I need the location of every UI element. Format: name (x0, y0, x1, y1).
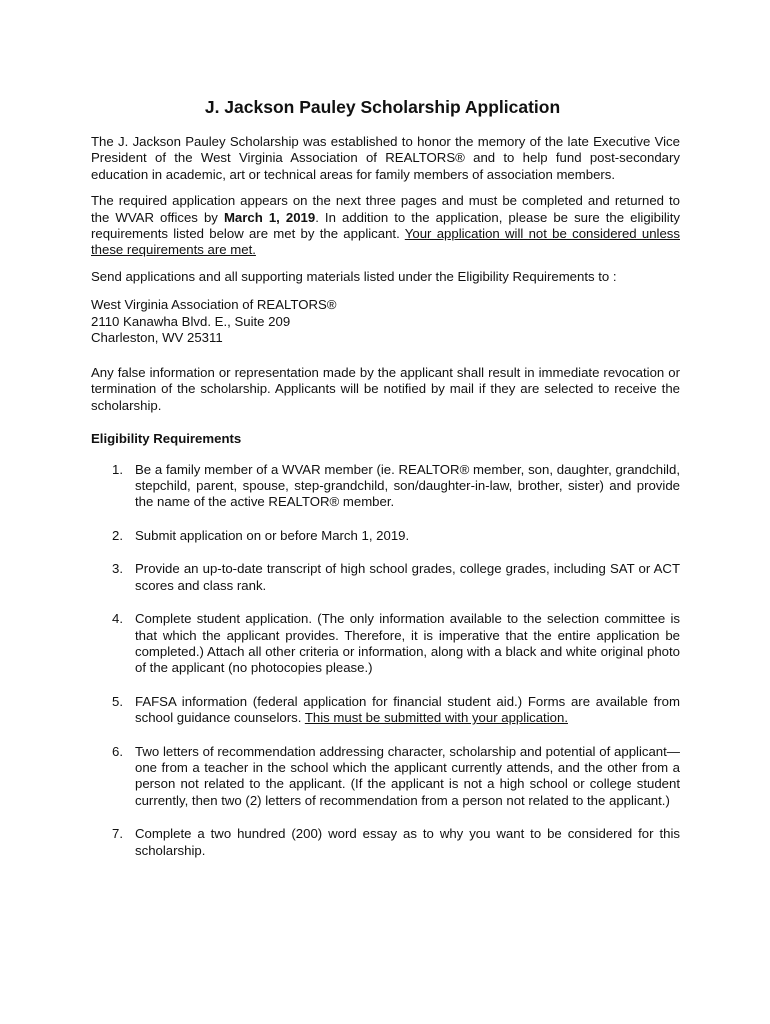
requirements-text-part1: The required application appears on the next three pages and must be completed and returned to the WVAR offices by (91, 193, 680, 225)
list-item-number: 6. (112, 743, 123, 759)
list-item-text: Two letters of recommendation addressing character, scholarship and potential of applicant—one from a teacher in the school which the applicant currently attends, and the other from a person not related to the applicant. (If the applicant is not a high school or college student currently, then two (2) letters of recommendation from a person not related to the applicant.) (135, 743, 680, 808)
list-item-number: 4. (112, 611, 123, 627)
eligibility-list (91, 462, 680, 859)
address-line-2: 2110 Kanawha Blvd. E., Suite 209 (91, 313, 291, 329)
document-title: J. Jackson Pauley Scholarship Application (204, 97, 561, 117)
list-item-text: Submit application on or before March 1, 2019. (135, 527, 410, 543)
intro-paragraph: The J. Jackson Pauley Scholarship was established to honor the memory of the late Executive Vice President of the West Virginia Association of REALTORS® and to help fund post-secondary education in academic, art or technical areas for family members of association members. (91, 134, 680, 182)
deadline-date: March 1, 2019 (223, 209, 316, 225)
list-item-text: Provide an up-to-date transcript of high school grades, college grades, including SAT or ACT scores and class rank. (135, 561, 680, 593)
list-item (91, 611, 680, 677)
list-item-text: Complete a two hundred (200) word essay as to why you want to be considered for this scholarship. (135, 826, 680, 858)
list-item-number: 3. (112, 561, 123, 577)
eligibility-heading: Eligibility Requirements (91, 431, 242, 447)
list-item (91, 826, 680, 859)
list-item (91, 462, 680, 511)
list-item (91, 744, 680, 810)
list-item-underlined-text: This must be submitted with your application. (304, 710, 568, 726)
requirements-warning: Your application will not be considered unless these requirements are met. (91, 226, 680, 258)
list-item-text: Complete student application. (The only information available to the selection committee is that which the applicant provides. Therefore, it is imperative that the entire application be completed.) Attach all other criteria or information, along with a black and white original photo of the applicant (no photocopies please.) (135, 611, 680, 676)
list-item (91, 561, 680, 594)
address-line-3: Charleston, WV 25311 (91, 330, 223, 346)
requirements-text-part2: . In addition to the application, please be sure the eligibility requirements listed below are met by the applicant. (91, 209, 680, 242)
list-item-number: 7. (112, 826, 123, 842)
list-item (91, 694, 680, 727)
requirements-paragraph (91, 193, 680, 259)
list-item-number: 1. (112, 461, 123, 477)
false-info-notice: Any false information or representation made by the applicant shall result in immediate revocation or termination of the scholarship. Applicants will be notified by mail if they are selected to receive the scholarship. (91, 365, 680, 413)
list-item-number: 2. (112, 527, 123, 543)
list-item-text: FAFSA information (federal application for financial student aid.) Forms are available from school guidance counselors. (135, 693, 680, 726)
address-line-1: West Virginia Association of REALTORS® (91, 297, 337, 313)
list-item (91, 528, 680, 544)
document-page (91, 96, 680, 876)
mailing-address (91, 297, 680, 347)
list-item-number: 5. (112, 693, 123, 709)
list-item-text: Be a family member of a WVAR member (ie. REALTOR® member, son, daughter, grandchild, stepchild, parent, spouse, step-grandchild, son/daughter-in-law, brother, sister) and provide the name of the active REALTOR® member. (135, 461, 680, 510)
send-instructions: Send applications and all supporting materials listed under the Eligibility Requirements to : (91, 268, 617, 284)
